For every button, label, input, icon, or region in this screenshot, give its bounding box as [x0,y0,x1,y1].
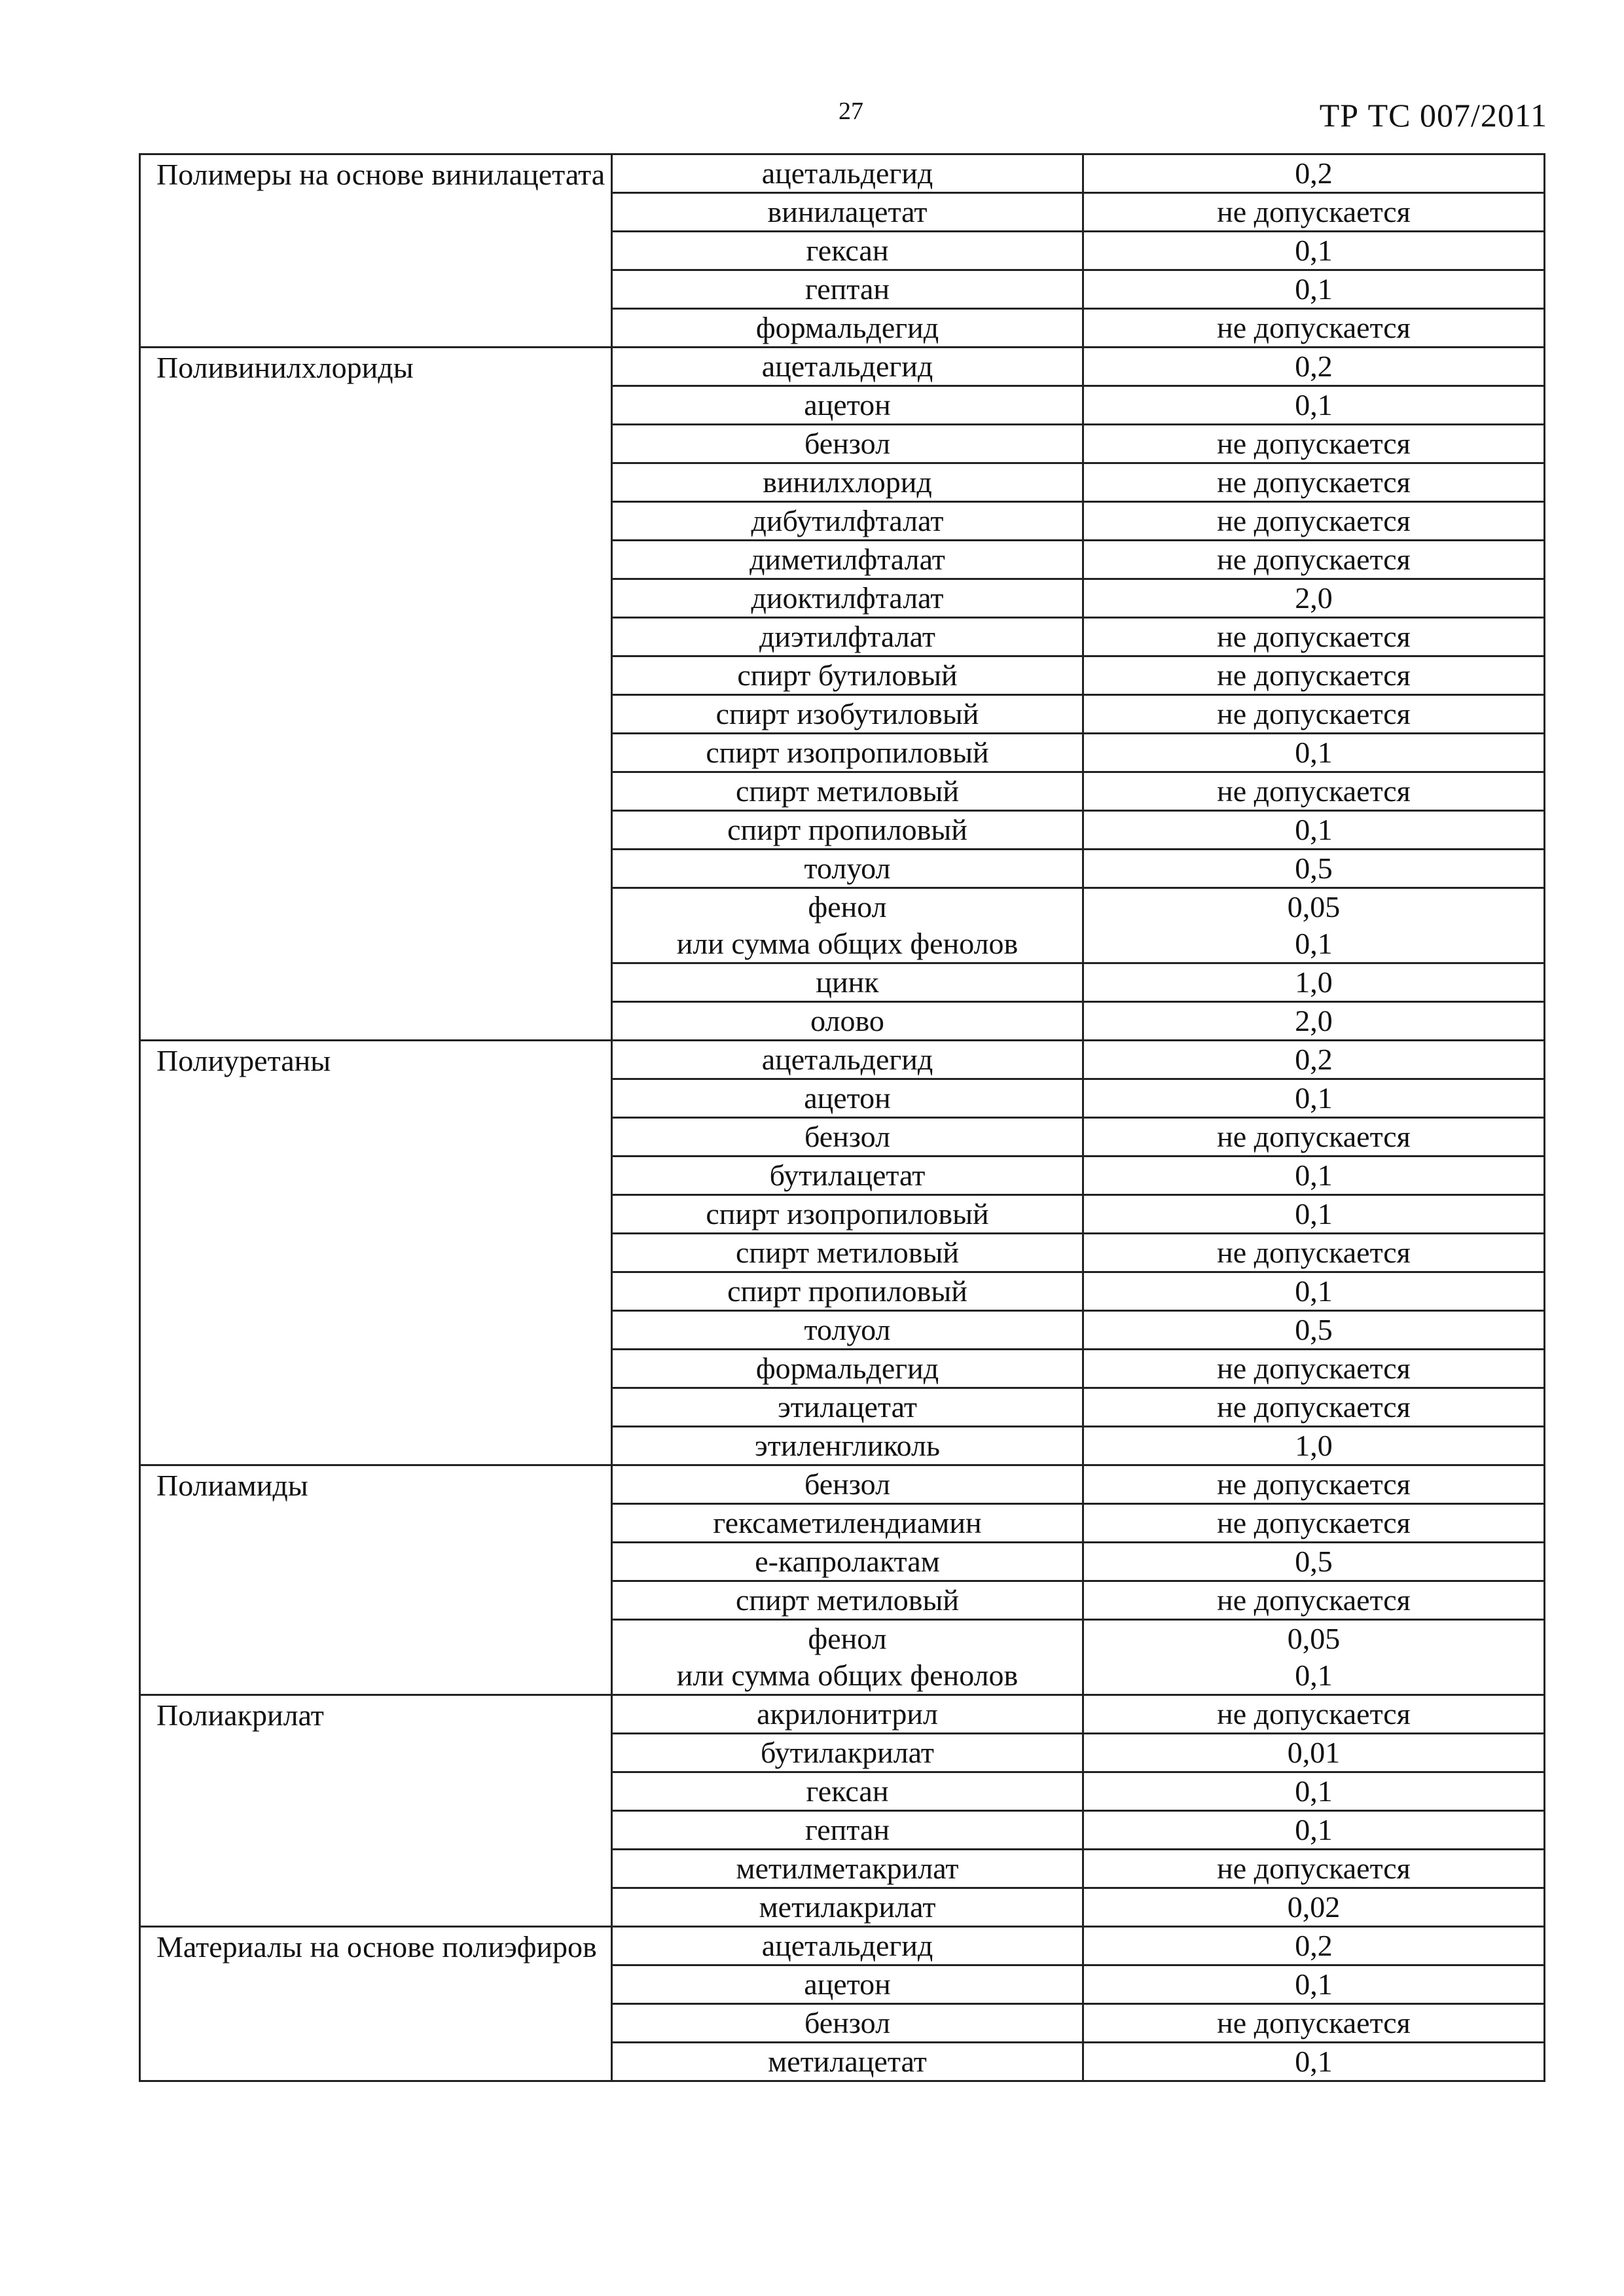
limit-value: 0,1 [1295,1274,1333,1308]
substance-name: бутилацетат [769,1158,926,1192]
limit-value: 1,0 [1295,1429,1333,1462]
limit-value-cell [1083,1465,1545,1504]
table-row [140,348,1545,386]
limit-value-cell [1083,1002,1545,1041]
limit-value: 0,1 [1295,1197,1333,1230]
limit-value-cell [1083,1388,1545,1427]
substance-cell [612,154,1083,193]
substance-name: спирт пропиловый [727,813,967,846]
substance-cell [612,386,1083,425]
substance-name: гексаметилендиамин [713,1506,982,1539]
limit-value-cell [1083,1965,1545,2004]
limit-value-cell [1083,811,1545,850]
substance-cell [612,656,1083,695]
substance-cell [612,2004,1083,2043]
limit-value: 0,2 [1295,1929,1333,1962]
substance-name: или сумма общих фенолов [676,927,1019,960]
substance-cell [612,1002,1083,1041]
substance-name: дибутилфталат [751,504,944,537]
substance-name: гептан [805,272,890,306]
substance-cell [612,1734,1083,1772]
limit-value: не допускается [1217,504,1411,537]
substance-cell [612,1850,1083,1888]
substance-name: метилметакрилат [736,1852,959,1885]
limit-value: не допускается [1217,465,1411,499]
limit-value: 0,02 [1287,1890,1341,1924]
substance-name: ацетальдегид [761,1929,933,1962]
material-group-name: Материалы на основе полиэфиров [140,1927,612,2081]
substance-cell [612,1079,1083,1118]
limit-value-cell [1083,1620,1545,1695]
substance-cell [612,1465,1083,1504]
limit-value: 0,1 [1295,388,1333,422]
substance-cell [612,1118,1083,1157]
substance-cell [612,1581,1083,1620]
limit-value-cell [1083,348,1545,386]
limit-value: 0,1 [1295,234,1333,267]
limit-value-cell [1083,734,1545,772]
page-number: 27 [839,98,863,125]
limit-value: не допускается [1217,697,1411,730]
substance-cell [612,309,1083,348]
substance-cell [612,1427,1083,1465]
substance-name: этилацетат [778,1390,917,1424]
limit-value: 0,5 [1295,1545,1333,1578]
limit-value-cell [1083,386,1545,425]
limit-value: не допускается [1217,311,1411,344]
substance-cell [612,888,1083,963]
limit-value-cell [1083,193,1545,232]
substance-name: гептан [805,1813,890,1846]
limit-value-cell [1083,1041,1545,1079]
substance-cell [612,695,1083,734]
substance-name: бензол [804,427,891,460]
limit-value: 0,5 [1295,852,1333,885]
substance-cell [612,541,1083,579]
limit-value: 0,1 [1295,1967,1333,2001]
substance-cell [612,1543,1083,1581]
limit-value: не допускается [1217,1697,1411,1731]
substance-cell [612,270,1083,309]
limit-value: 1,0 [1295,965,1333,999]
limit-value: не допускается [1217,2006,1411,2039]
limit-value: не допускается [1217,658,1411,692]
limit-value-cell [1083,618,1545,656]
limit-value: 0,5 [1295,1313,1333,1346]
limit-value-cell [1083,2043,1545,2081]
limit-value: не допускается [1217,195,1411,228]
substance-name: этиленгликоль [755,1429,940,1462]
substance-cell [612,463,1083,502]
limit-value: 0,2 [1295,1043,1333,1076]
limit-value-cell [1083,1734,1545,1772]
substance-name: олово [810,1004,884,1037]
limit-value: 0,1 [1295,272,1333,306]
limit-value: 0,1 [1295,1081,1333,1115]
limit-value-cell [1083,1427,1545,1465]
substance-cell [612,1272,1083,1311]
limit-value: 0,1 [1295,813,1333,846]
limit-value-cell [1083,1234,1545,1272]
limit-value: 0,1 [1295,1158,1333,1192]
limit-value-cell [1083,1888,1545,1927]
substance-name: акрилонитрил [757,1697,938,1731]
substance-name: или сумма общих фенолов [676,1659,1019,1692]
limit-value: 0,1 [1295,1774,1333,1808]
substance-name: метилацетат [768,2045,927,2078]
material-group-name: Поливинилхлориды [140,348,612,1041]
limit-value-cell [1083,1311,1545,1350]
limit-value: 2,0 [1295,1004,1333,1037]
substance-name: бензол [804,2006,891,2039]
substance-name: винилхлорид [763,465,932,499]
substance-name: ацетон [804,388,891,422]
table-row [140,1927,1545,1965]
limit-value: 0,1 [1295,927,1333,960]
limit-value-cell [1083,1118,1545,1157]
substance-cell [612,772,1083,811]
substance-cell [612,734,1083,772]
limit-value-cell [1083,772,1545,811]
substance-name: винилацетат [767,195,928,228]
limit-value: не допускается [1217,620,1411,653]
limit-value: не допускается [1217,1583,1411,1617]
substance-name: толуол [804,852,891,885]
limit-value: 2,0 [1295,581,1333,615]
substance-name: спирт изобутиловый [715,697,979,730]
limit-value: 0,05 [1287,1622,1341,1655]
substance-cell [612,963,1083,1002]
substance-cell [612,850,1083,888]
limit-value: не допускается [1217,1852,1411,1885]
material-group-name: Полиамиды [140,1465,612,1695]
substance-name: спирт метиловый [735,774,960,808]
limit-value-cell [1083,270,1545,309]
material-group-name: Полиакрилат [140,1695,612,1927]
substance-name: е-капролактам [755,1545,940,1578]
limit-value-cell [1083,463,1545,502]
limit-value-cell [1083,541,1545,579]
limit-value-cell [1083,1927,1545,1965]
limit-value: не допускается [1217,774,1411,808]
substance-name: толуол [804,1313,891,1346]
substance-name: спирт метиловый [735,1236,960,1269]
substance-cell [612,425,1083,463]
limit-value-cell [1083,1581,1545,1620]
substance-name: цинк [816,965,879,999]
substance-cell [612,1388,1083,1427]
substance-name: диоктилфталат [751,581,944,615]
limit-value-cell [1083,154,1545,193]
substance-cell [612,232,1083,270]
substance-name: бензол [804,1467,891,1501]
substance-name: ацетон [804,1967,891,2001]
limit-value: 0,1 [1295,736,1333,769]
substance-limits-table [139,153,1545,2082]
document-code: ТР ТС 007/2011 [1319,97,1547,134]
limit-value-cell [1083,1772,1545,1811]
substance-cell [612,1811,1083,1850]
limit-value-cell [1083,2004,1545,2043]
substance-cell [612,502,1083,541]
substance-name: гексан [806,1774,889,1808]
limit-value-cell [1083,888,1545,963]
substance-name: ацетальдегид [761,156,933,190]
limit-value-cell [1083,963,1545,1002]
substance-cell [612,579,1083,618]
substance-cell [612,1350,1083,1388]
substance-name: формальдегид [755,311,939,344]
substance-name: ацетальдегид [761,350,933,383]
limit-value: 0,1 [1295,1659,1333,1692]
limit-value-cell [1083,309,1545,348]
substance-name: спирт бутиловый [737,658,958,692]
table-row [140,154,1545,193]
substance-name: спирт изопропиловый [706,736,989,769]
limit-value-cell [1083,232,1545,270]
limit-value-cell [1083,502,1545,541]
limit-value: не допускается [1217,1352,1411,1385]
substance-cell [612,1041,1083,1079]
limit-value-cell [1083,1811,1545,1850]
material-group-name: Полиуретаны [140,1041,612,1465]
limit-value-cell [1083,1350,1545,1388]
substance-name: диметилфталат [749,543,945,576]
substance-cell [612,1620,1083,1695]
substance-cell [612,2043,1083,2081]
material-group-name: Полимеры на основе винилацетата [140,154,612,348]
substance-name: гексан [806,234,889,267]
substance-name: бензол [804,1120,891,1153]
limit-value-cell [1083,1695,1545,1734]
limit-value: не допускается [1217,543,1411,576]
substance-cell [612,1311,1083,1350]
substance-name: диэтилфталат [759,620,935,653]
limit-value-cell [1083,656,1545,695]
substance-cell [612,1965,1083,2004]
limit-value-cell [1083,695,1545,734]
limit-value-cell [1083,1157,1545,1195]
limit-value: не допускается [1217,427,1411,460]
substance-cell [612,1504,1083,1543]
limit-value: 0,2 [1295,156,1333,190]
limit-value-cell [1083,1543,1545,1581]
substance-name: спирт пропиловый [727,1274,967,1308]
substance-cell [612,1927,1083,1965]
substance-cell [612,1157,1083,1195]
substance-name: фенол [808,1622,887,1655]
limit-value: 0,2 [1295,350,1333,383]
substance-cell [612,193,1083,232]
substance-name: фенол [808,890,887,924]
substance-name: бутилакрилат [761,1736,934,1769]
limit-value: не допускается [1217,1120,1411,1153]
limit-value-cell [1083,1079,1545,1118]
substance-name: ацетон [804,1081,891,1115]
limit-value: не допускается [1217,1236,1411,1269]
substance-name: ацетальдегид [761,1043,933,1076]
table-row [140,1041,1545,1079]
table-row [140,1465,1545,1504]
limit-value-cell [1083,850,1545,888]
substance-cell [612,1772,1083,1811]
substance-cell [612,1888,1083,1927]
limit-value-cell [1083,1850,1545,1888]
substance-name: спирт изопропиловый [706,1197,989,1230]
substance-cell [612,811,1083,850]
substance-cell [612,1695,1083,1734]
limit-value-cell [1083,1195,1545,1234]
limit-value: 0,01 [1287,1736,1341,1769]
substance-name: спирт метиловый [735,1583,960,1617]
substance-cell [612,1234,1083,1272]
limit-value-cell [1083,1504,1545,1543]
table-row [140,1695,1545,1734]
limit-value: 0,1 [1295,1813,1333,1846]
limit-value: не допускается [1217,1467,1411,1501]
limit-value: не допускается [1217,1506,1411,1539]
limit-value-cell [1083,579,1545,618]
limit-value: 0,05 [1287,890,1341,924]
substance-name: формальдегид [755,1352,939,1385]
limit-value: не допускается [1217,1390,1411,1424]
limit-value-cell [1083,1272,1545,1311]
limit-value: 0,1 [1295,2045,1333,2078]
substance-name: метилакрилат [759,1890,936,1924]
limit-value-cell [1083,425,1545,463]
substance-cell [612,618,1083,656]
substance-cell [612,1195,1083,1234]
substance-cell [612,348,1083,386]
